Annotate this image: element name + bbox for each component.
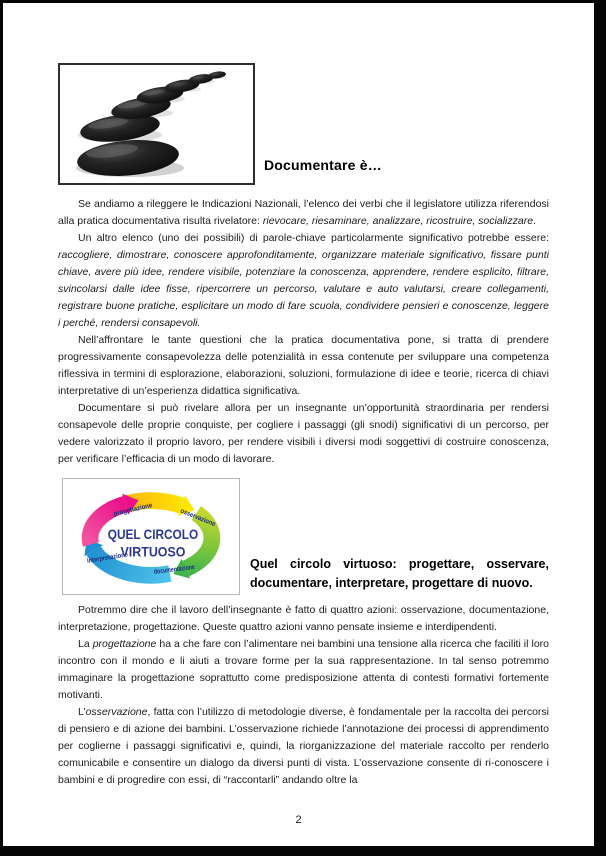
stones [76, 70, 227, 179]
virtuous-circle-diagram [62, 478, 240, 595]
diagram-center-title-line1: QUEL CIRCOLO [107, 526, 199, 542]
text-run: . [533, 215, 536, 227]
text-run-italic: raccogliere, dimostrare, conoscere approfonditamente, organizzare materiale significativo, fissare punti chiave, avere più idee, rendere visibile, potenziare la conoscenza, apprendere, rendere esplicito, filtrare, svincolarsi dalle idee fisse, ripercorrere un percorso, valutare e auto valutarsi, creare collegamenti, registrare buone pratiche, esplicitare un modo di fare scuola, condividere pensieri e conoscenze, leggere i perché, rendersi consapevoli. [58, 249, 549, 329]
header-row [58, 63, 549, 185]
virtuous-circle-illustration [63, 479, 239, 594]
page-title: Documentare è… [264, 157, 382, 173]
diagram-row [58, 478, 549, 595]
text-run: L’ [78, 706, 86, 718]
diagram-label-progettazione: progettazione [113, 500, 159, 518]
text-run-italic: osservazione [85, 706, 148, 718]
paragraph [58, 400, 549, 468]
paragraph [58, 636, 549, 704]
paragraph [58, 196, 549, 230]
text-run-italic: progettazione [92, 638, 157, 650]
paragraph [58, 704, 549, 789]
paragraph [58, 602, 549, 636]
section-heading-line1: Quel circolo virtuoso: progettare, osservare, [250, 557, 549, 571]
diagram-label-osservazione: osservazione [179, 507, 223, 531]
text-run: ha a che fare con l’alimentare nei bambini una tensione alla ricerca che faciliti il loro incontro con il mondo e li aiuti a trovare forme per la sua rappresentazione. In tal senso potremmo immaginare la progettazione soprattutto come predisposizione attenta di contesti formativi fortemente motivanti. [58, 638, 549, 701]
stepping-stones-illustration [60, 65, 253, 183]
text-run: Un altro elenco (uno dei possibili) di parole-chiave particolarmente significativo potrebbe essere: [78, 232, 549, 244]
paragraph [58, 332, 549, 400]
paragraph [58, 230, 549, 332]
diagram-center-title-line2: VIRTUOSO [120, 544, 186, 560]
page-content [3, 63, 594, 789]
page-number: 2 [295, 814, 302, 826]
text-run: Nell’affrontare le tante questioni che la pratica documentativa pone, si tratta di prendere progressivamente consapevolezza delle potenzialità in essa contenute per sviluppare una competenza riflessiva in termini di esplorazione, elaborazioni, soluzioni, formulazione di idee e teorie, ricerca di chiavi interpretative di un’esperienza didattica significativa. [58, 334, 549, 397]
text-run: , fatta con l’utilizzo di metodologie diverse, è fondamentale per la raccolta dei percorsi di pensiero e di azione dei bambini. L’osservazione richiede l’annotazione dei processi di apprendimento per coglierne i passaggi significativi e, quindi, la riorganizzazione del materiale raccolto per renderlo comunicabile e consentire un dialogo da diversi punti di vista. L’osservazione consente di ri-conoscere i bambini e di progredire con essi, di “raccontarli” andando oltre la [58, 706, 549, 786]
paragraph-block-1 [58, 196, 549, 468]
diagram-label-interpretazione: interpretazione [86, 550, 137, 565]
stepping-stones-image [58, 63, 255, 185]
diagram-label-documentazione: documentazione [153, 562, 209, 576]
section-heading-line2: documentare, interpretare, progettare di nuovo. [250, 576, 533, 590]
text-run-italic: rievocare, riesaminare, analizzare, ricostruire, socializzare [262, 215, 534, 227]
text-run: Se andiamo a rileggere le Indicazioni Nazionali, l’elenco dei verbi che il legislatore utilizza riferendosi alla pratica documentativa risulta rivelatore: [58, 198, 549, 227]
section-heading [250, 555, 549, 593]
text-run: La [78, 638, 93, 650]
text-run: Potremmo dire che il lavoro dell’insegnante è fatto di quattro azioni: osservazione, documentazione, interpretazione, progettazione. Queste quattro azioni vanno pensate insieme e interdipendenti. [58, 604, 549, 633]
paragraph-block-2 [58, 602, 549, 789]
text-run: Documentare si può rivelare allora per un insegnante un’opportunità straordinaria per rendersi consapevole delle proprie conquiste, per cogliere i passaggi (gli snodi) significativi di un percorso, per vedere valorizzato il proprio lavoro, per rendere visibili i diversi modi soggettivi di costruire conoscenza, per verificare l’efficacia di un modo di lavorare. [58, 402, 549, 465]
